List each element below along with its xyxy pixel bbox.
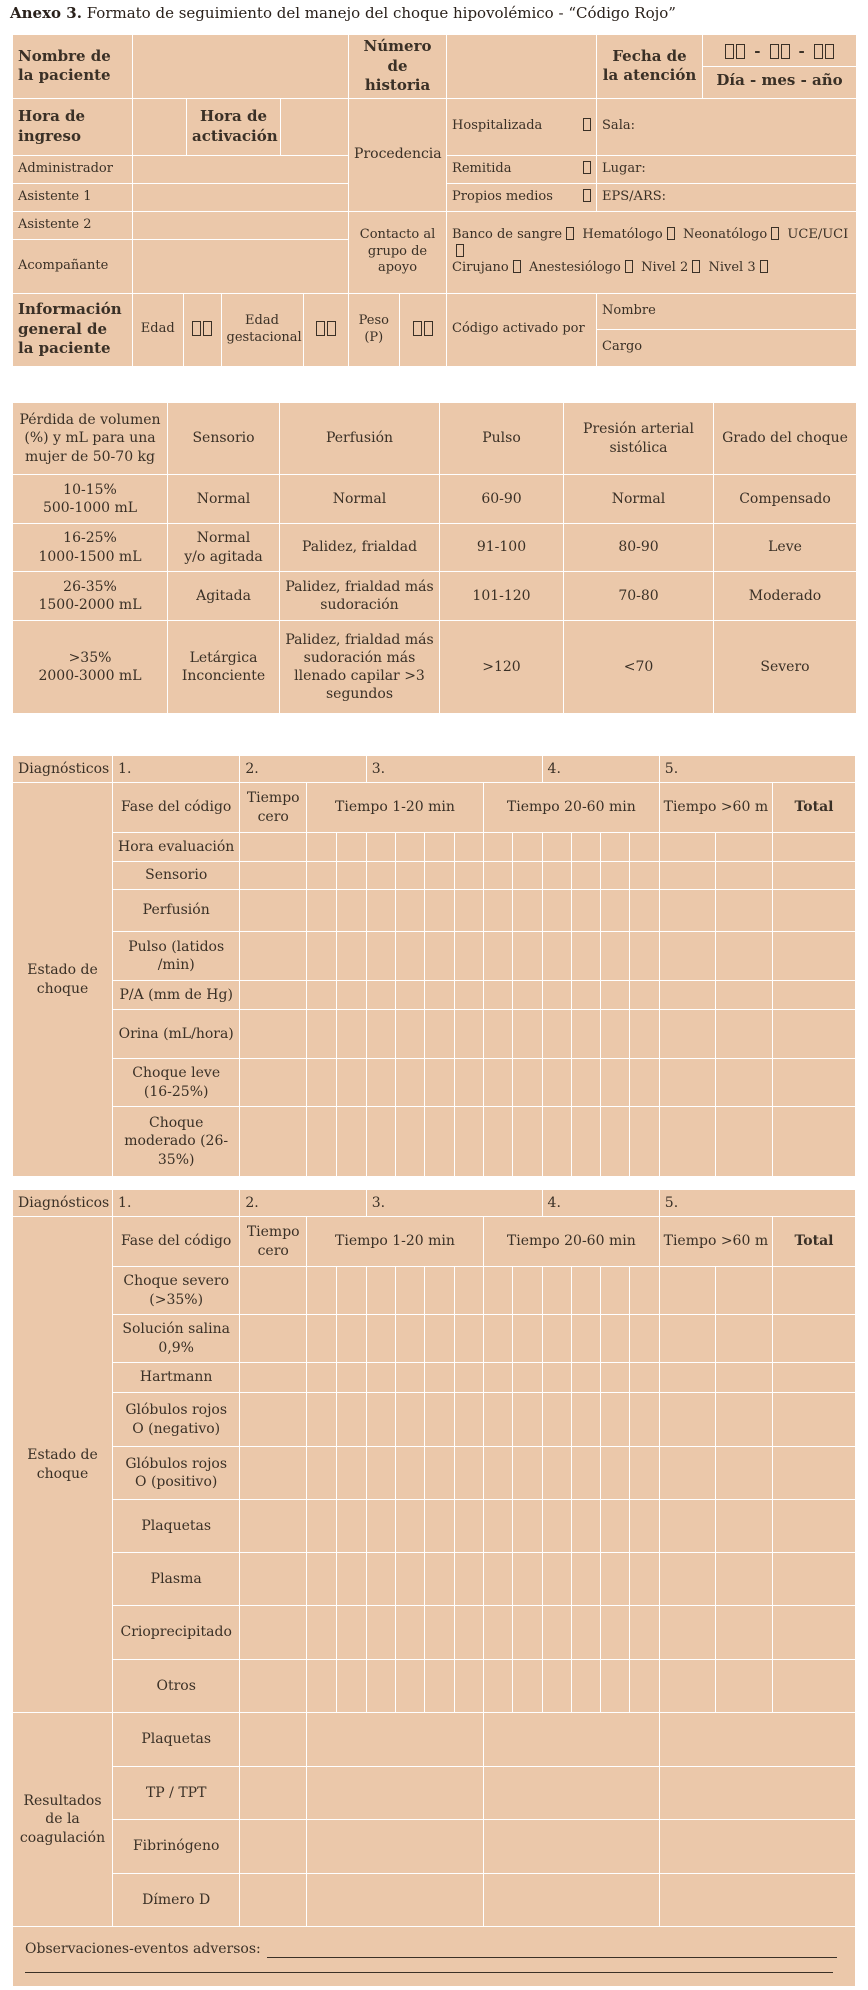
time-20-60-header: Tiempo 20-60 min (483, 1217, 659, 1267)
table-row: Crioprecipitado (13, 1606, 856, 1660)
grade-header: Grado del choque (714, 403, 857, 475)
admin-label: Administrador (13, 155, 133, 183)
time-zero-header: Tiempo cero (240, 783, 307, 833)
eps-field[interactable]: EPS/ARS: (597, 183, 857, 211)
shock-state-label: Estado de choque (13, 783, 113, 1177)
table-row: Dímero D (13, 1874, 856, 1927)
diagnosis-5-field[interactable]: 5. (659, 756, 855, 783)
gestational-age-label: Edad gestacional (221, 294, 303, 366)
table-row: Glóbulos rojos O (negativo) (13, 1393, 856, 1447)
arrival-time-field[interactable] (133, 98, 187, 155)
companion-label: Acompañante (13, 239, 133, 293)
diagnosis-4-field[interactable]: 4. (542, 1190, 659, 1217)
time-60-header: Tiempo >60 m (659, 1217, 772, 1267)
table-row: Otros (13, 1660, 856, 1713)
diagnosis-2-field[interactable]: 2. (240, 1190, 366, 1217)
table-row: Fibrinógeno (13, 1820, 856, 1874)
diagnosis-3-field[interactable]: 3. (366, 756, 542, 783)
time-20-60-header: Tiempo 20-60 min (483, 783, 659, 833)
activated-by-label: Código activado por (447, 293, 597, 366)
hospitalized-checkbox[interactable] (583, 118, 591, 131)
arrival-time-label: Hora de ingreso (13, 98, 133, 155)
monitoring-table-a (12, 755, 856, 1177)
table-row: Sensorio (13, 862, 856, 890)
activator-name-field[interactable]: Nombre (597, 293, 857, 330)
origin-label: Procedencia (349, 98, 447, 211)
observations-label: Observaciones-eventos adversos: (25, 1940, 261, 1957)
patient-name-field[interactable] (133, 35, 349, 99)
phase-header: Fase del código (113, 783, 240, 833)
monitoring-table-b (12, 1189, 856, 1987)
room-field[interactable]: Sala: (597, 98, 857, 155)
time-zero-header: Tiempo cero (240, 1217, 307, 1267)
table-row: 10-15% 500-1000 mL Normal Normal 60-90 Normal Compensado (13, 475, 857, 524)
table-row: Solución salina 0,9% (13, 1315, 856, 1363)
gestational-age-field[interactable] (303, 294, 349, 366)
assistant2-label: Asistente 2 (13, 211, 133, 239)
hospitalized-option[interactable]: Hospitalizada (447, 98, 597, 155)
time-1-20-header: Tiempo 1-20 min (307, 1217, 484, 1267)
date-field[interactable]: - - Día - mes - año (703, 35, 857, 99)
shock-classification-table (12, 402, 857, 714)
date-label: Fecha de la atención (597, 35, 703, 99)
table-row: Hartmann (13, 1363, 856, 1393)
pulse-header: Pulso (440, 403, 564, 475)
assistant2-field[interactable] (133, 211, 349, 239)
referred-option[interactable]: Remitida (447, 155, 597, 183)
table-row: Pulso (latidos /min) (13, 932, 856, 981)
patient-name-label: Nombre de la paciente (13, 35, 133, 99)
activator-position-field[interactable]: Cargo (597, 330, 857, 367)
table-row: Resultados de la coagulación Plaquetas (13, 1713, 856, 1767)
table-row: Choque severo (>35%) (13, 1267, 856, 1315)
age-label: Edad (133, 294, 183, 366)
weight-field[interactable] (399, 294, 447, 366)
table-row: Choque leve (16-25%) (13, 1059, 856, 1107)
own-means-checkbox[interactable] (583, 189, 591, 202)
table-row: >35% 2000-3000 mL Letárgica Inconciente Palidez, frialdad más sudoración más llenado capilar >3 segundos >120 <70 Severo (13, 621, 857, 714)
phase-header: Fase del código (113, 1217, 240, 1267)
sensorio-header: Sensorio (168, 403, 280, 475)
diagnosis-4-field[interactable]: 4. (542, 756, 659, 783)
time-60-header: Tiempo >60 m (659, 783, 772, 833)
total-header: Total (772, 783, 855, 833)
support-group-options[interactable]: Banco de sangre Hematólogo Neonatólogo UCE/UCI Cirujano Anestesiólogo Nivel 2 Nivel 3 (447, 211, 857, 293)
time-1-20-header: Tiempo 1-20 min (307, 783, 484, 833)
patient-info-table (12, 34, 857, 367)
table-row: Plasma (13, 1553, 856, 1606)
diagnostics-label: Diagnósticos (13, 756, 113, 783)
table-row: P/A (mm de Hg) (13, 981, 856, 1010)
diagnosis-5-field[interactable]: 5. (659, 1190, 855, 1217)
own-means-option[interactable]: Propios medios (447, 183, 597, 211)
place-field[interactable]: Lugar: (597, 155, 857, 183)
activation-time-field[interactable] (281, 98, 349, 155)
perfusion-header: Perfusión (280, 403, 440, 475)
general-info-label: Información general de la paciente (13, 293, 133, 366)
table-row: Orina (mL/hora) (13, 1010, 856, 1059)
weight-label: Peso (P) (349, 294, 399, 366)
table-row: Choque moderado (26-35%) (13, 1107, 856, 1177)
diagnosis-1-field[interactable]: 1. (113, 756, 240, 783)
total-header: Total (772, 1217, 855, 1267)
coagulation-label: Resultados de la coagulación (13, 1713, 113, 1927)
assistant1-field[interactable] (133, 183, 349, 211)
referred-checkbox[interactable] (583, 161, 591, 174)
document-title: Anexo 3. Formato de seguimiento del manejo del choque hipovolémico - “Código Rojo” (10, 4, 676, 22)
assistant1-label: Asistente 1 (13, 183, 133, 211)
table-row: Perfusión (13, 890, 856, 932)
history-number-field[interactable] (447, 35, 597, 99)
admin-field[interactable] (133, 155, 349, 183)
age-field[interactable] (183, 294, 221, 366)
volume-loss-header: Pérdida de volumen (%) y mL para una mujer de 50-70 kg (13, 403, 168, 475)
table-row: TP / TPT (13, 1767, 856, 1820)
diagnosis-1-field[interactable]: 1. (113, 1190, 240, 1217)
table-row: Glóbulos rojos O (positivo) (13, 1447, 856, 1500)
table-row: Hora evaluación (13, 833, 856, 862)
table-row: Plaquetas (13, 1500, 856, 1553)
shock-state-label: Estado de choque (13, 1217, 113, 1713)
companion-field[interactable] (133, 239, 349, 293)
diagnosis-3-field[interactable]: 3. (366, 1190, 542, 1217)
diagnosis-2-field[interactable]: 2. (240, 756, 366, 783)
activation-time-label: Hora de activación (187, 98, 281, 155)
pressure-header: Presión arterial sistólica (564, 403, 714, 475)
table-row: 16-25% 1000-1500 mL Normal y/o agitada Palidez, frialdad 91-100 80-90 Leve (13, 524, 857, 572)
support-contact-label: Contacto al grupo de apoyo (349, 211, 447, 293)
history-number-label: Número de historia (349, 35, 447, 99)
diagnostics-label: Diagnósticos (13, 1190, 113, 1217)
table-row: 26-35% 1500-2000 mL Agitada Palidez, frialdad más sudoración 101-120 70-80 Moderado (13, 572, 857, 621)
observations-field[interactable] (13, 1927, 856, 1987)
